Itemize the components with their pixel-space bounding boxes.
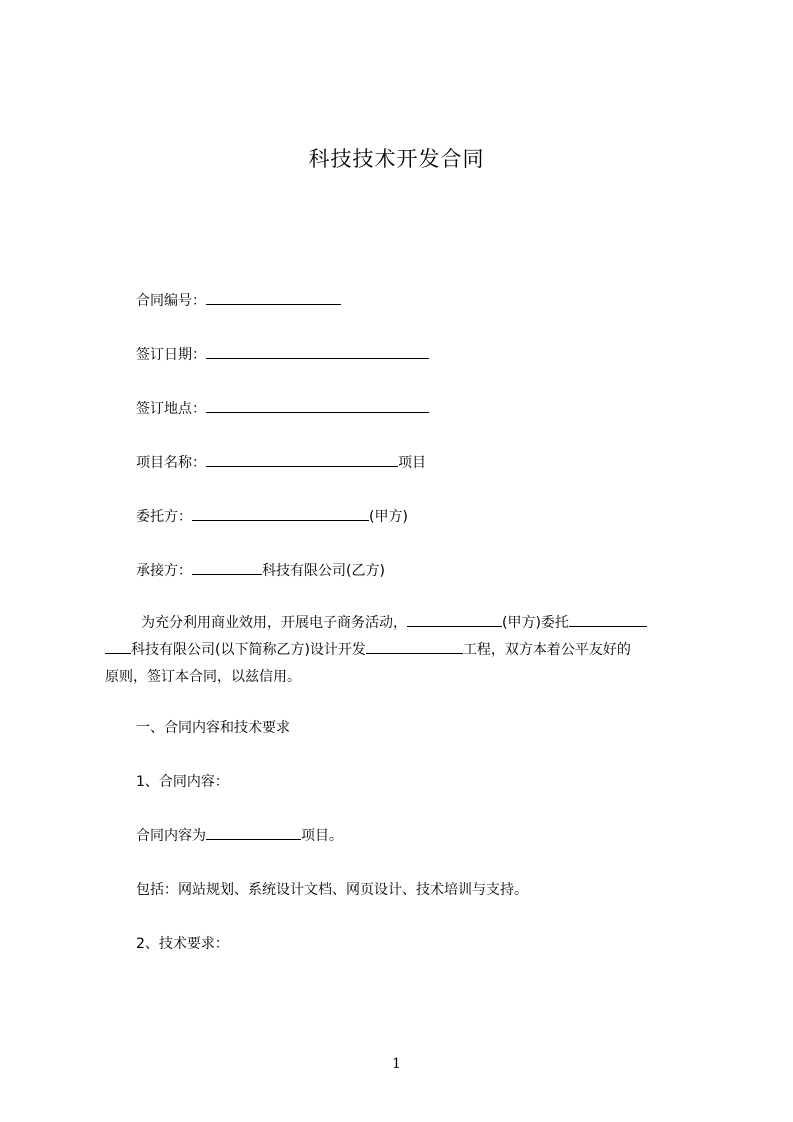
section-1-heading: 一、合同内容和技术要求 <box>136 720 290 736</box>
document-title: 科技技术开发合同 <box>308 147 485 171</box>
intro-row-3: 原则，签订本合同，以兹信用。 <box>105 669 301 685</box>
intro-paragraph <box>105 610 701 691</box>
intro-row-2 <box>105 637 701 664</box>
intro-text-4: 工程，双方本着公平友好的 <box>462 642 631 658</box>
contract-number-line <box>136 291 341 311</box>
intro-row-1 <box>105 610 701 637</box>
client-line <box>136 507 408 527</box>
contractor-suffix: 科技有限公司(乙方) <box>262 563 385 579</box>
contract-content-suffix: 项目。 <box>301 828 343 844</box>
intro-text-3: 科技有限公司(以下简称乙方)设计开发 <box>131 642 366 658</box>
project-name-suffix: 项目 <box>398 455 426 471</box>
contract-number-blank[interactable] <box>206 291 341 305</box>
project-name-label: 项目名称： <box>136 455 206 471</box>
project-name-blank[interactable] <box>206 453 398 467</box>
client-label: 委托方： <box>136 509 192 525</box>
sign-date-label: 签订日期： <box>136 347 206 363</box>
intro-client-blank[interactable] <box>407 613 502 627</box>
page-number: 1 <box>392 1056 401 1072</box>
sign-place-line <box>136 399 429 419</box>
sign-date-blank[interactable] <box>206 345 429 359</box>
client-blank[interactable] <box>192 507 369 521</box>
contractor-label: 承接方： <box>136 563 192 579</box>
contract-number-label: 合同编号： <box>136 293 206 309</box>
project-name-line <box>136 453 426 473</box>
intro-contractor-blank-b[interactable] <box>105 640 131 654</box>
sign-place-blank[interactable] <box>206 399 429 413</box>
intro-project-blank[interactable] <box>366 640 463 654</box>
includes-line: 包括：网站规划、系统设计文档、网页设计、技术培训与支持。 <box>136 882 528 898</box>
contractor-line <box>136 561 385 581</box>
intro-contractor-blank-a[interactable] <box>569 613 647 627</box>
sign-date-line <box>136 345 429 365</box>
client-suffix: (甲方) <box>369 509 408 525</box>
contract-content-line <box>136 826 343 846</box>
contractor-blank[interactable] <box>192 561 262 575</box>
intro-text-2: (甲方)委托 <box>502 615 569 631</box>
contract-content-blank[interactable] <box>206 826 301 840</box>
intro-text-1: 为充分利用商业效用，开展电子商务活动， <box>141 615 407 631</box>
contract-content-prefix: 合同内容为 <box>136 828 206 844</box>
subsection-2-heading: 2、技术要求： <box>136 936 229 952</box>
subsection-1-heading: 1、合同内容： <box>136 774 229 790</box>
sign-place-label: 签订地点： <box>136 401 206 417</box>
